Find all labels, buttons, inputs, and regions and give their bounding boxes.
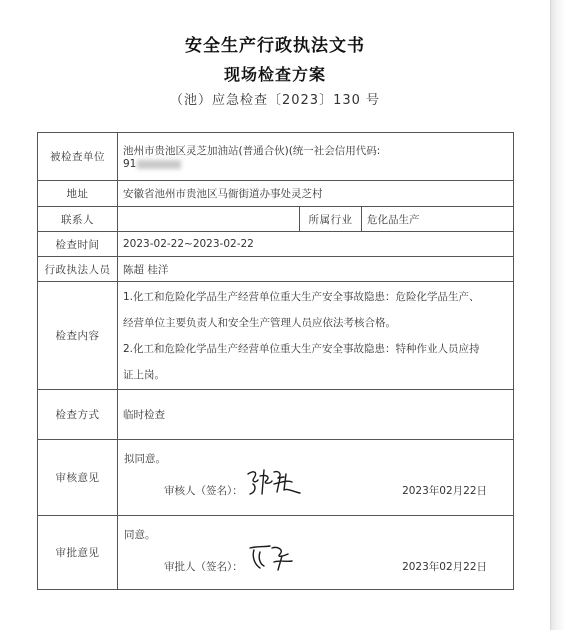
- inspected-unit-line2: [123, 158, 508, 170]
- row-time: [38, 232, 514, 257]
- content-label: 检查内容: [38, 282, 118, 390]
- method-label: 检查方式: [38, 390, 118, 440]
- row-officers: [38, 257, 514, 282]
- row-inspected-unit: [38, 133, 514, 181]
- review-date: 2023年02月22日: [402, 485, 488, 497]
- row-method: [38, 390, 514, 440]
- contact-value: [118, 207, 300, 232]
- review-cell: [118, 440, 514, 516]
- approve-signature: [244, 542, 304, 574]
- inspection-plan-table: [37, 132, 514, 590]
- row-approve: [38, 516, 514, 590]
- approve-opinion: 同意。: [124, 529, 156, 541]
- content-item1-line2: 经营单位主要负责人和安全生产管理人员应依法考核合格。: [123, 316, 396, 329]
- approve-date: 2023年02月22日: [402, 561, 488, 573]
- approve-label: 审批意见: [38, 516, 118, 590]
- inspected-unit-cell: [118, 133, 514, 181]
- review-signature: [244, 466, 304, 498]
- inspected-unit-line1: 池州市贵池区灵芝加油站(普通合伙)(统一社会信用代码:: [123, 145, 381, 157]
- officers-label: 行政执法人员: [38, 257, 118, 282]
- row-review: [38, 440, 514, 516]
- inspected-unit-label: 被检查单位: [38, 133, 118, 181]
- industry-label: 所属行业: [300, 207, 362, 232]
- row-address: [38, 181, 514, 207]
- review-opinion: 拟同意。: [124, 453, 166, 465]
- content-cell: [118, 282, 514, 390]
- review-signer-label: 审核人（签名）：: [164, 485, 243, 497]
- contact-label: 联系人: [38, 207, 118, 232]
- row-content: [38, 282, 514, 390]
- content-item1-line1: 1.化工和危险化学品生产经营单位重大生产安全事故隐患：危险化学品生产、: [123, 290, 480, 303]
- document-number: （池）应急检查〔2023〕130 号: [169, 93, 381, 108]
- method-value: 临时检查: [118, 390, 514, 440]
- industry-value: 危化品生产: [362, 207, 514, 232]
- officers-value: 陈超 桂洋: [118, 257, 514, 282]
- document-subtitle: 现场检查方案: [223, 65, 326, 84]
- content-item2-line1: 2.化工和危险化学品生产经营单位重大生产安全事故隐患：特种作业人员应持: [123, 342, 480, 355]
- time-label: 检查时间: [38, 232, 118, 257]
- review-label: 审核意见: [38, 440, 118, 516]
- address-value: 安徽省池州市贵池区马衙街道办事处灵芝村: [118, 181, 514, 207]
- approve-cell: [118, 516, 514, 590]
- document-title: 安全生产行政执法文书: [185, 36, 365, 56]
- address-label: 地址: [38, 181, 118, 207]
- time-value: 2023-02-22~2023-02-22: [118, 232, 514, 257]
- redacted-credit-code: [137, 160, 181, 169]
- row-contact: [38, 207, 514, 232]
- credit-code-visible: 91: [123, 158, 137, 170]
- viewer-page-edge: [550, 0, 565, 630]
- content-item2-line2: 证上岗。: [123, 368, 165, 381]
- approve-signer-label: 审批人（签名）：: [164, 561, 243, 573]
